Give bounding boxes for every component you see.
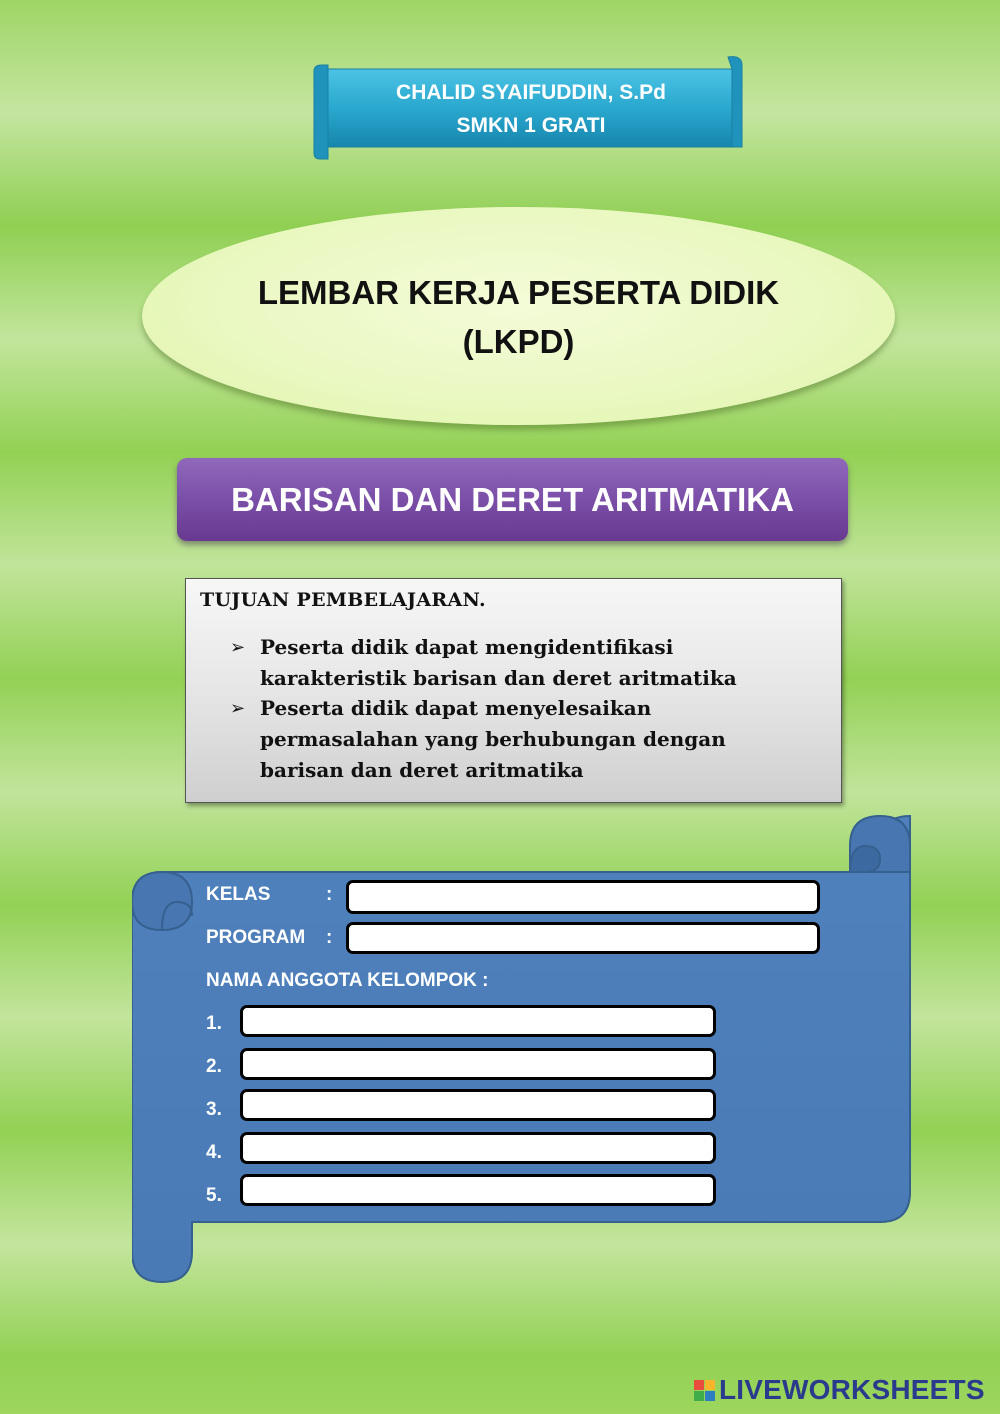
arrow-bullet-icon: ➢ [230,698,246,719]
kelas-input[interactable] [346,880,820,914]
members-label: NAMA ANGGOTA KELOMPOK : [206,970,489,991]
objectives-box [185,578,842,803]
member-number: 2. [206,1056,222,1077]
member-number: 4. [206,1142,222,1163]
logo-square [694,1391,704,1401]
objective-text: Peserta didik dapat menyelesaikan permasalahan yang berhubungan dengan barisan dan deret aritmatika [260,696,726,782]
liveworksheets-logo[interactable] [694,1373,990,1407]
arrow-bullet-icon: ➢ [230,637,246,658]
logo-square [694,1380,704,1390]
school-name: SMKN 1 GRATI [456,114,606,137]
member-number: 3. [206,1099,222,1120]
program-colon: : [326,927,333,948]
member-2-input[interactable] [240,1048,716,1080]
objective-text: Peserta didik dapat mengidentifikasi karakteristik barisan dan deret aritmatika [260,635,737,690]
author-name: CHALID SYAIFUDDIN, S.Pd [396,81,666,104]
objective-item [230,693,835,786]
program-label: PROGRAM [206,927,306,948]
title-line-1: LEMBAR KERJA PESERTA DIDIK [257,274,780,311]
member-4-input[interactable] [240,1132,716,1164]
objective-item [230,632,835,694]
member-3-input[interactable] [240,1089,716,1121]
liveworksheets-logo-icon [694,1380,715,1401]
kelas-colon: : [326,884,333,905]
member-number: 1. [206,1013,222,1034]
member-5-input[interactable] [240,1174,716,1206]
author-block [330,76,732,142]
title-line-2: (LKPD) [462,323,575,360]
program-input[interactable] [346,922,820,954]
logo-square [705,1391,715,1401]
page-title [142,268,895,366]
kelas-label: KELAS [206,884,271,905]
member-1-input[interactable] [240,1005,716,1037]
logo-square [705,1380,715,1390]
topic-heading: BARISAN DAN DERET ARITMATIKA [177,458,848,541]
member-number: 5. [206,1185,222,1206]
logo-text: LIVEWORKSHEETS [719,1374,985,1405]
objectives-heading: TUJUAN PEMBELAJARAN. [200,589,486,611]
